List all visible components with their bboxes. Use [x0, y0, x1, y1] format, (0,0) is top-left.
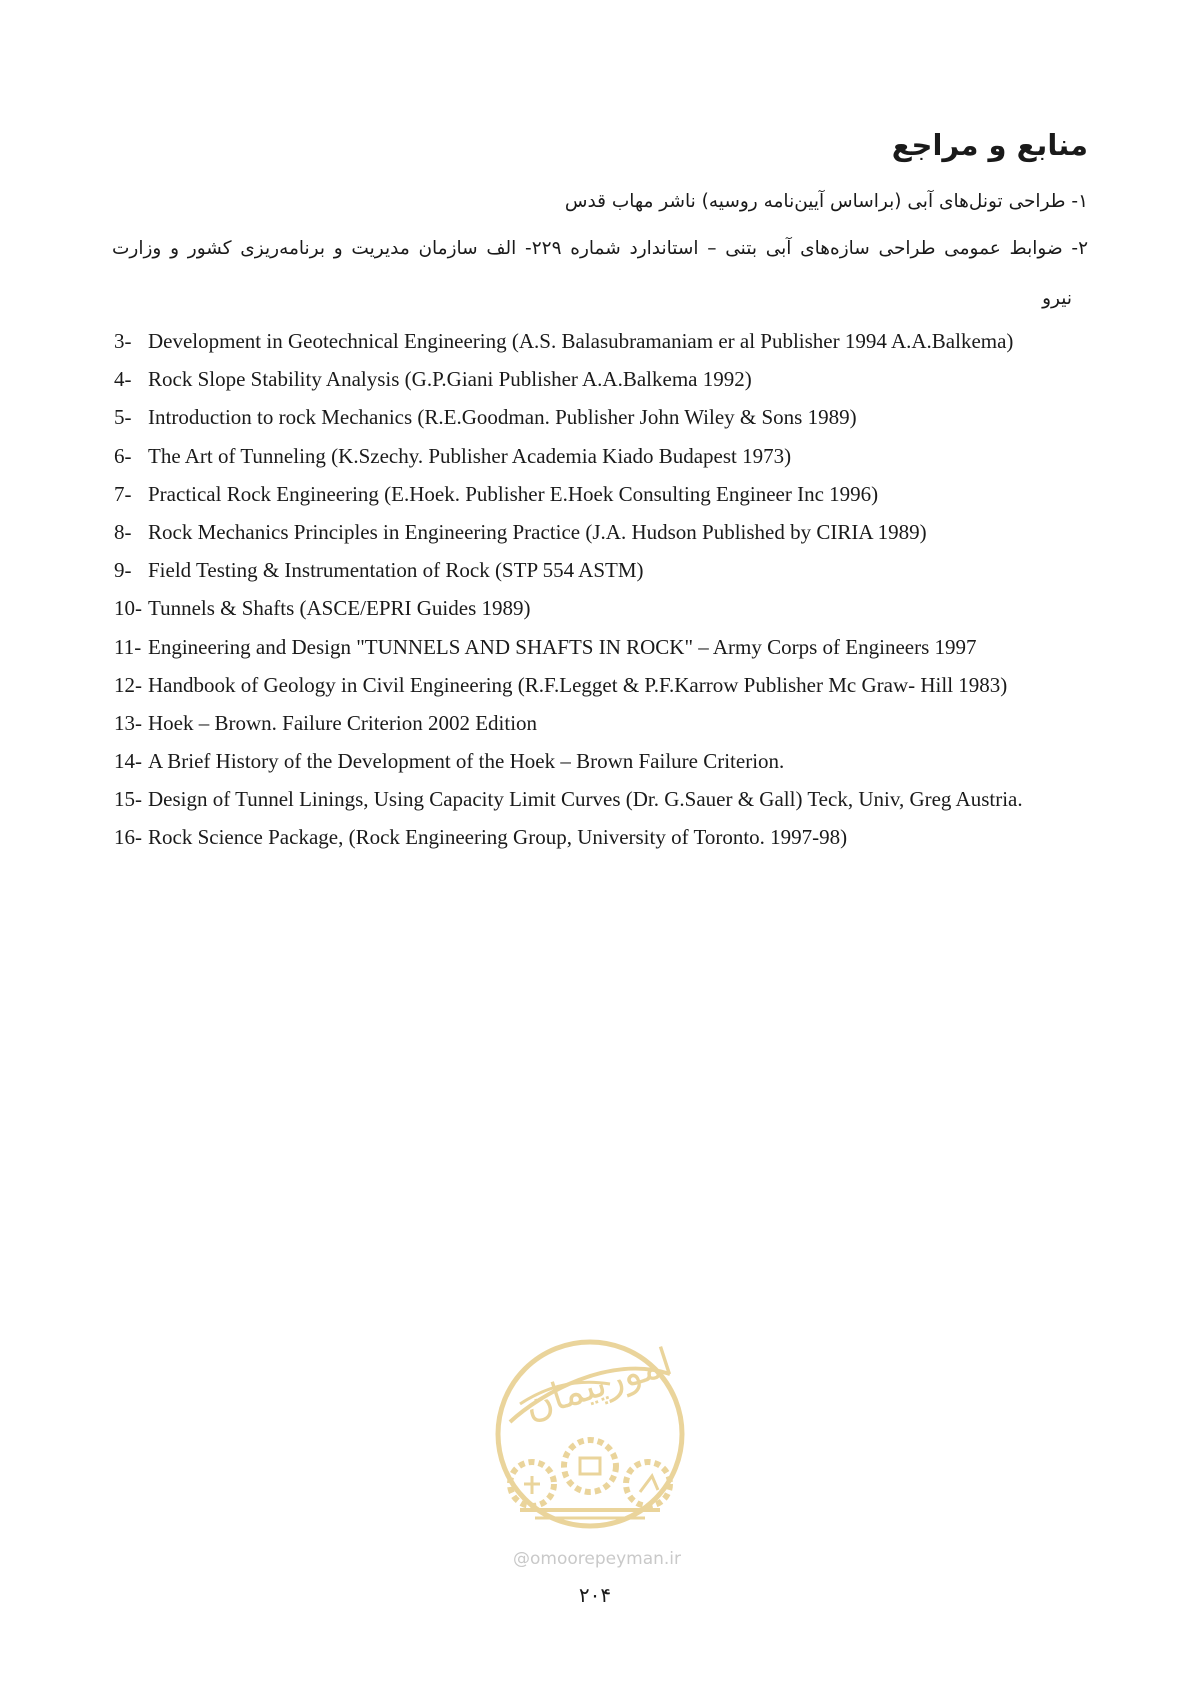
- reference-number: 10-: [114, 596, 142, 621]
- reference-number: 6-: [114, 443, 132, 468]
- persian-reference-2-line-1: ۲- ضوابط عمومی طراحی سازه‌های آبی بتنی – استاندارد شماره ۲۲۹- الف سازمان مدیریت و برنامه‌ریزی کشور و وزارت: [112, 238, 1088, 259]
- reference-number: 13-: [114, 710, 142, 735]
- reference-number: 4-: [114, 367, 132, 392]
- reference-item: [114, 709, 1104, 747]
- page-number: ۲۰۴: [578, 1583, 612, 1607]
- reference-number: 11-: [114, 634, 142, 659]
- logo-emblem-icon: [498, 1339, 682, 1526]
- reference-text: Design of Tunnel Linings, Using Capacity Limit Curves (Dr. G.Sauer & Gall) Teck, Univ, Greg Austria.: [148, 787, 1023, 812]
- reference-item: [114, 594, 1104, 632]
- reference-item: [114, 747, 1104, 785]
- reference-text: The Art of Tunneling (K.Szechy. Publisher Academia Kiado Budapest 1973): [148, 443, 792, 468]
- reference-item: [114, 556, 1104, 594]
- reference-text: Rock Science Package, (Rock Engineering Group, University of Toronto. 1997-98): [148, 825, 848, 850]
- reference-item: [114, 633, 1104, 671]
- reference-number: 12-: [114, 672, 142, 697]
- watermark-url: @omoorepeyman.ir: [512, 1549, 682, 1569]
- reference-number: 14-: [114, 749, 142, 774]
- reference-item: [114, 518, 1104, 556]
- reference-item: [114, 403, 1104, 441]
- reference-number: 8-: [114, 519, 132, 544]
- reference-text: Field Testing & Instrumentation of Rock (STP 554 ASTM): [148, 558, 644, 583]
- reference-item: [114, 671, 1104, 709]
- reference-text: Engineering and Design "TUNNELS AND SHAFTS IN ROCK" – Army Corps of Engineers 1997: [148, 634, 977, 659]
- persian-reference-1: ۱- طراحی تونل‌های آبی (براساس آیین‌نامه روسیه) ناشر مهاب قدس: [564, 191, 1088, 212]
- reference-item: [114, 365, 1104, 403]
- watermark-logo: [490, 1334, 690, 1534]
- reference-item: [114, 785, 1104, 823]
- reference-text: Tunnels & Shafts (ASCE/EPRI Guides 1989): [148, 596, 531, 621]
- logo-text: امورپیمان: [518, 1339, 678, 1429]
- reference-number: 16-: [114, 825, 142, 850]
- reference-list: [114, 327, 1104, 862]
- reference-item: [114, 442, 1104, 480]
- reference-item: [114, 327, 1104, 365]
- reference-number: 3-: [114, 329, 132, 353]
- reference-text: Rock Mechanics Principles in Engineering Practice (J.A. Hudson Published by CIRIA 1989): [148, 519, 927, 544]
- reference-text: Practical Rock Engineering (E.Hoek. Publisher E.Hoek Consulting Engineer Inc 1996): [148, 481, 879, 506]
- reference-item: [114, 823, 1104, 861]
- reference-text: Rock Slope Stability Analysis (G.P.Giani Publisher A.A.Balkema 1992): [148, 367, 752, 392]
- reference-text: Handbook of Geology in Civil Engineering (R.F.Legget & P.F.Karrow Publisher Mc Graw- Hill 1983): [148, 672, 1008, 697]
- reference-text: Hoek – Brown. Failure Criterion 2002 Edition: [148, 710, 538, 735]
- persian-reference-2-line-2: نیرو: [1042, 288, 1072, 309]
- reference-number: 9-: [114, 558, 132, 583]
- reference-text: Introduction to rock Mechanics (R.E.Goodman. Publisher John Wiley & Sons 1989): [148, 405, 857, 430]
- section-heading: منابع و مراجع: [891, 128, 1088, 162]
- reference-text: Development in Geotechnical Engineering (A.S. Balasubramaniam er al Publisher 1994 A.A.Balkema): [148, 329, 1014, 353]
- reference-text: A Brief History of the Development of the Hoek – Brown Failure Criterion.: [148, 749, 785, 774]
- reference-number: 7-: [114, 481, 132, 506]
- reference-number: 5-: [114, 405, 132, 430]
- reference-number: 15-: [114, 787, 142, 812]
- reference-item: [114, 480, 1104, 518]
